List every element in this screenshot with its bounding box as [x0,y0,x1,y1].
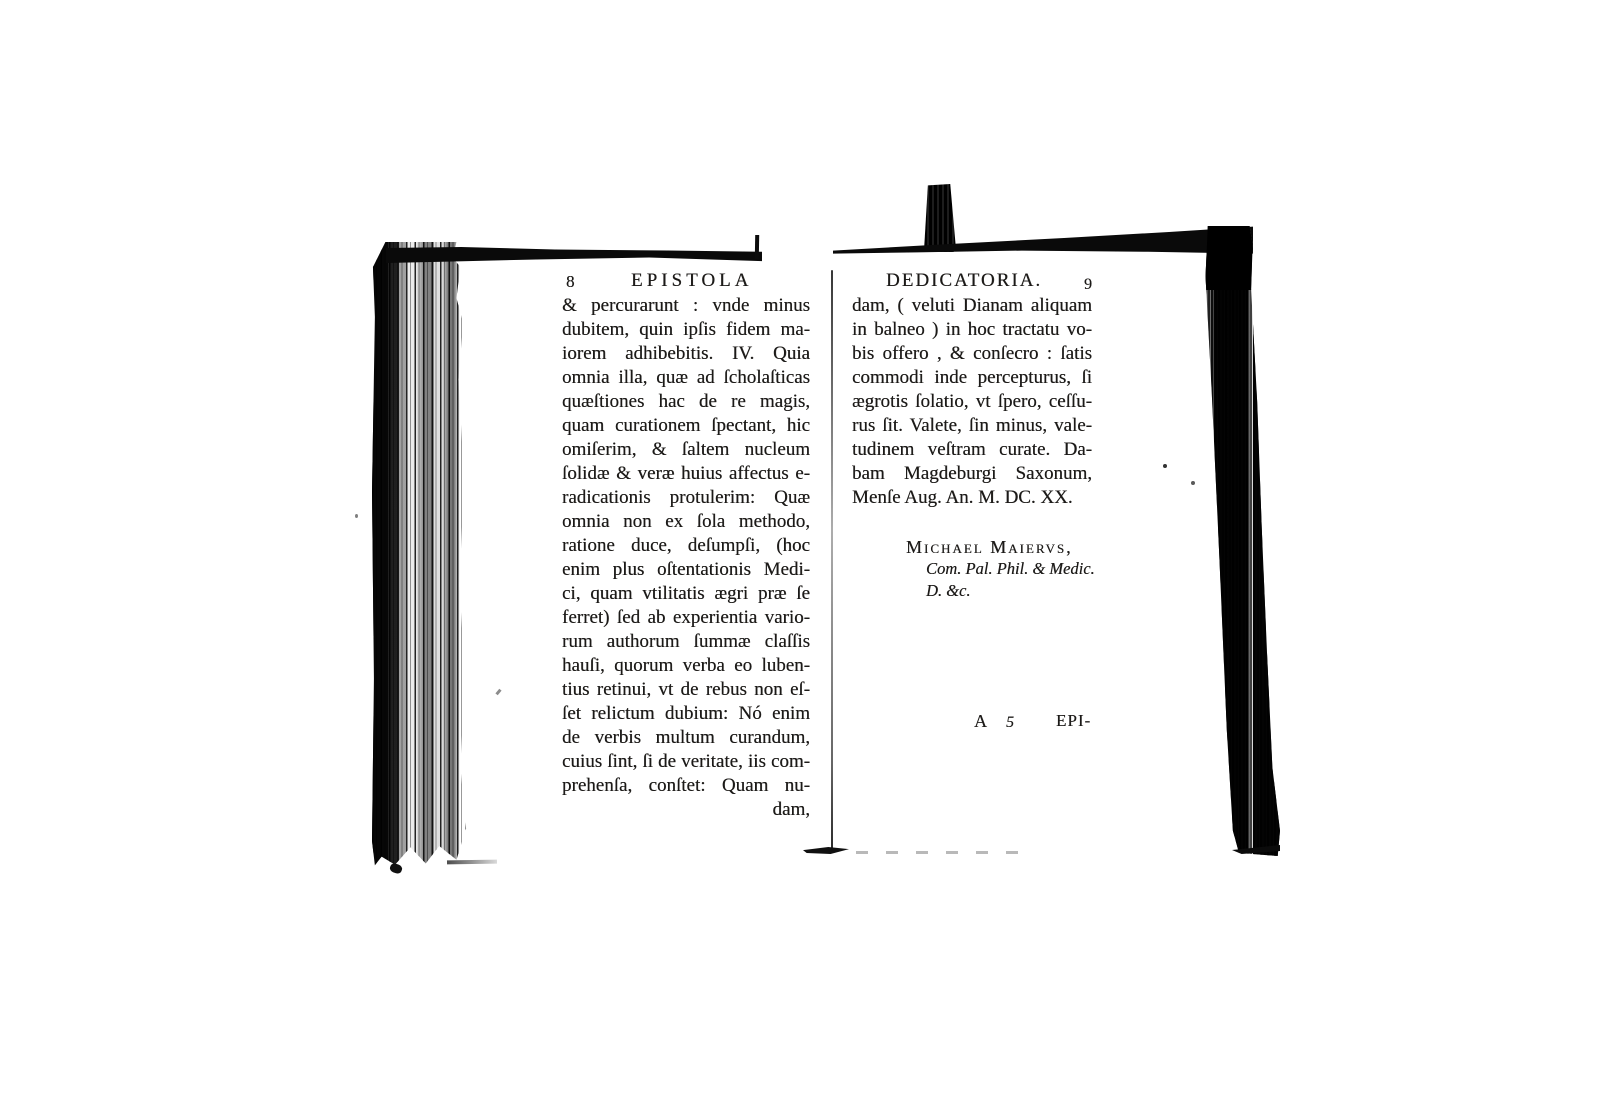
author-signature-block [906,536,1095,602]
author-titles-2: D. &c. [926,581,971,600]
text-line: radicationis protulerim: Quæ [562,487,810,508]
text-line: ci, quam vtilitatis ægri præ ſe [562,583,810,604]
text-line: iorem adhibebitis. IV. Quia [562,343,810,364]
text-line: dam, ( veluti Dianam aliquam [852,295,1092,316]
text-line: omiſerim, & ſaltem nucleum [562,439,810,460]
text-line: rus ſit. Valete, ſin minus, vale- [852,415,1092,436]
text-line: bam Magdeburgi Saxonum, [852,463,1092,484]
text-line: commodi inde percepturus, ſi [852,367,1092,388]
text-line: tius retinui, vt de rebus non eſ- [562,679,810,700]
author-titles: Com. Pal. Phil. & Medic. [926,559,1095,578]
left-running-title: EPISTOLA [631,270,753,291]
text-line: quæſtiones hac de re magis, [562,391,810,412]
left-bottom-smear [447,860,497,865]
text-line: omnia non ex ſola methodo, [562,511,810,532]
text-line: ſet relictum dubium: Nó enim [562,703,810,724]
right-page-number: 9 [1084,276,1092,293]
ink-speck [355,514,358,518]
right-running-title: DEDICATORIA. [886,270,1043,291]
left-page-text [562,294,810,822]
text-line: ſolidæ & veræ huius affectus e- [562,463,810,484]
text-line: cuius ſint, ſi de veritate, iis com- [562,751,810,772]
text-line: in balneo ) in hoc tractatu vo- [852,319,1092,340]
ink-speck [495,689,501,696]
catchword: EPI- [1056,711,1092,730]
text-line: prehenſa, conſtet: Quam nu- [562,775,810,796]
text-line: ægrotis ſolatio, vt ſpero, ceſſu- [852,391,1092,412]
text-line: omnia illa, quæ ad ſcholaſticas [562,367,810,388]
text-line: dubitem, quin ipſis fidem ma- [562,319,810,340]
text-line: rum authorum ſummæ claſſis [562,631,810,652]
text-line: de verbis multum curandum, [562,727,810,748]
text-line: tudinem veſtram curate. Da- [852,439,1092,460]
left-bottom-speck [389,862,403,875]
ink-speck [1191,481,1195,485]
gutter-top-tick [755,235,759,259]
text-line: & percurarunt : vnde minus [562,295,810,316]
bookmark-tab [924,184,956,252]
gutter-shadow [831,270,833,850]
left-page-block-edge [372,242,468,866]
text-line: bis offero , & conſecro : ſatis [852,343,1092,364]
left-page-number: 8 [566,272,575,291]
text-line: hauſi, quorum verba eo luben- [562,655,810,676]
right-page-top-edge [833,226,1253,256]
text-line: enim plus oſtentationis Medi- [562,559,810,580]
text-line: quam curationem ſpectant, hic [562,415,810,436]
text-line: ratione duce, deſumpſi, (hoc [562,535,810,556]
gathering-signature-letter: A [974,711,987,731]
right-page-text [852,294,1092,510]
text-line: ferret) ſed ab experientia vario- [562,607,810,628]
text-line: Menſe Aug. An. M. DC. XX. [852,487,1073,508]
text-line-catch: dam, [772,799,810,820]
bottom-edge-dashes [856,851,1031,854]
gathering-signature-number: 5 [1006,714,1014,731]
author-name: Michael Maiervs, [906,537,1073,557]
ink-speck [1163,464,1167,468]
gutter-bottom-smear [803,847,849,854]
right-page-block-edge [1204,226,1280,856]
left-page-top-edge [386,247,762,263]
